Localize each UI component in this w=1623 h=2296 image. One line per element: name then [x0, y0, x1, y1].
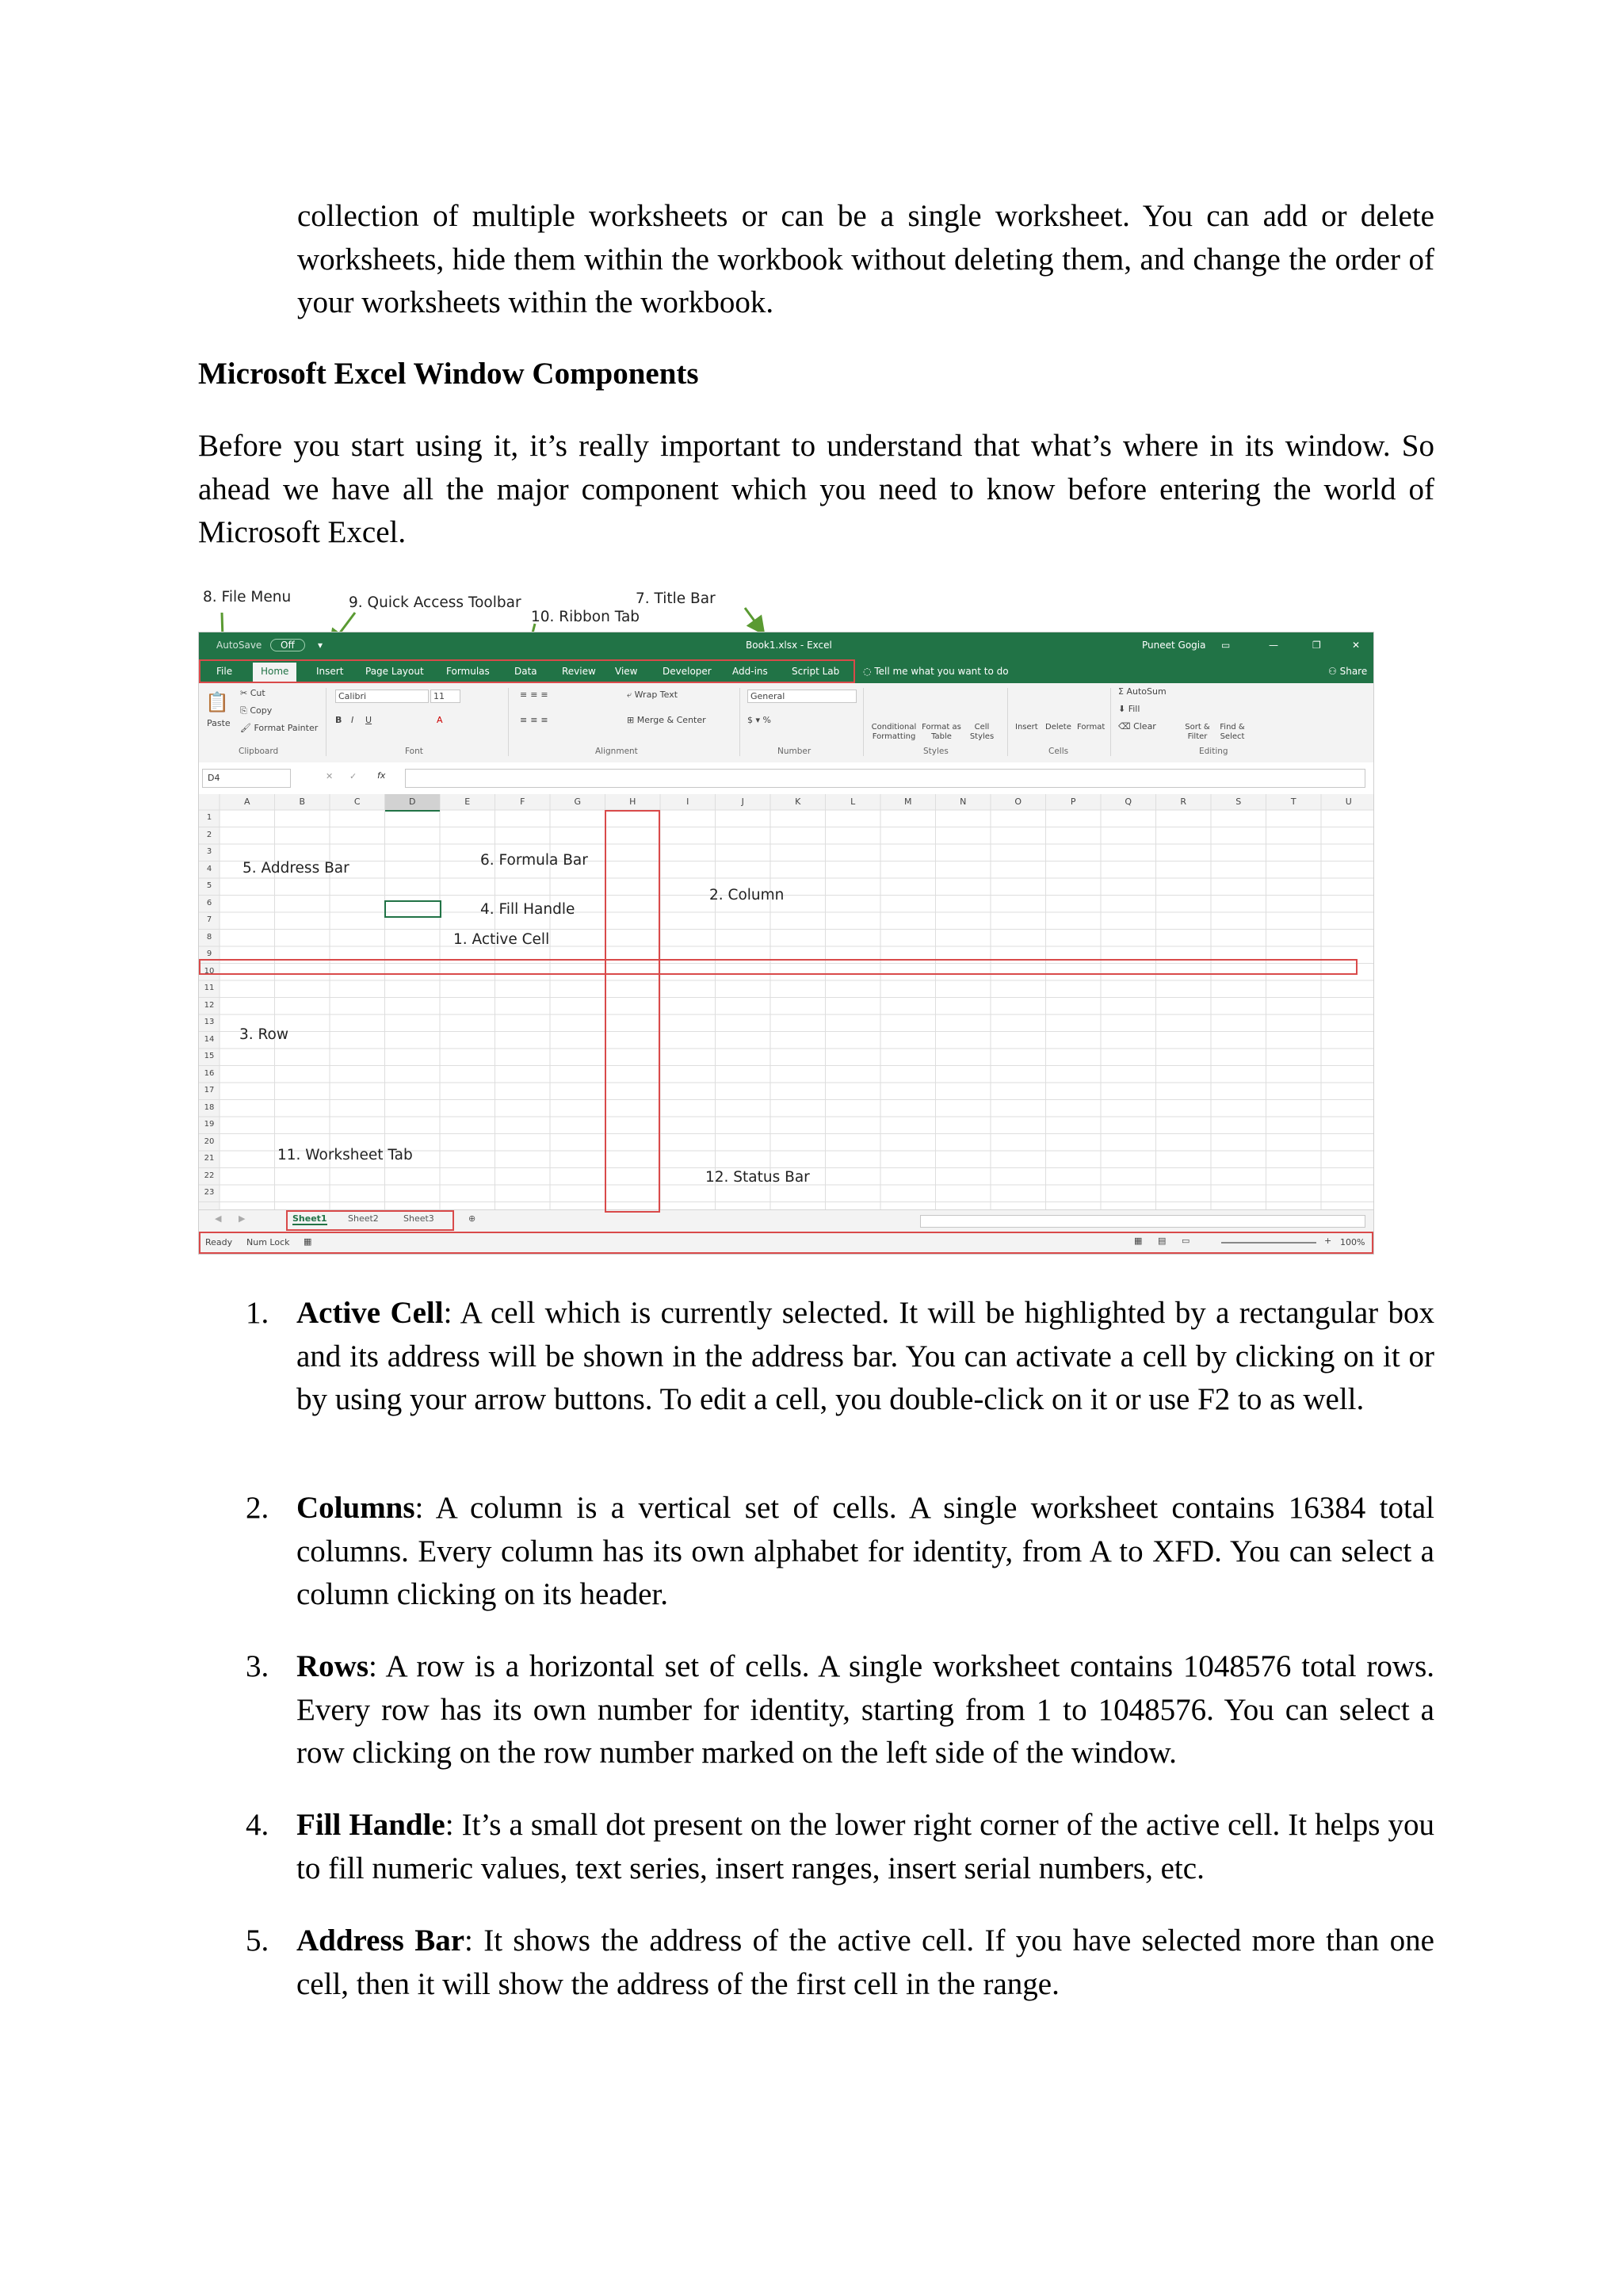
format-painter-button[interactable]: [240, 723, 318, 733]
column-header-p[interactable]: P: [1070, 797, 1076, 807]
eraser-icon: ⌫: [1118, 721, 1131, 732]
row-header-17[interactable]: 17: [204, 1086, 215, 1095]
minimize-icon[interactable]: —: [1269, 640, 1278, 651]
tell-me-text: Tell me what you want to do: [874, 666, 1009, 677]
autosum-label: AutoSum: [1126, 686, 1167, 697]
align-icons[interactable]: ≡≡≡: [520, 690, 552, 700]
zoom-level[interactable]: 100%: [1340, 1237, 1365, 1247]
list-text: : It’s a small dot present on the lower right corner of the active cell. It helps you to fill numeric values, text series, insert ranges, insert serial numbers, etc.: [296, 1808, 1434, 1885]
list-term: Address Bar: [296, 1924, 465, 1958]
annotation-file-menu: 8. File Menu: [203, 589, 292, 606]
tab-formulas[interactable]: Formulas: [446, 666, 490, 677]
column-header-j[interactable]: J: [741, 797, 744, 807]
ribbon: [199, 683, 1373, 763]
row-header-3[interactable]: 3: [206, 847, 212, 856]
editing-group-label: Editing: [1199, 747, 1228, 756]
column-header-d[interactable]: D: [385, 794, 441, 812]
scissors-icon: ✂: [240, 688, 248, 698]
tab-data[interactable]: Data: [514, 666, 537, 677]
sheet-tab-2[interactable]: Sheet2: [348, 1213, 379, 1224]
font-color-icon[interactable]: A: [437, 715, 443, 725]
list-item: [246, 1920, 1434, 2011]
find-select-button[interactable]: Find & Select: [1220, 723, 1245, 741]
row-header-5[interactable]: 5: [206, 881, 212, 890]
conditional-formatting-button[interactable]: Conditional Formatting: [871, 723, 917, 741]
column-header-e[interactable]: E: [464, 797, 471, 807]
fill-label: Fill: [1128, 704, 1140, 714]
sheet-tab-3[interactable]: Sheet3: [403, 1213, 434, 1224]
tab-review[interactable]: Review: [562, 666, 596, 677]
list-text: : It shows the address of the active cell. If you have selected more than one cell, then it will show the address of the first cell in the range.: [296, 1924, 1434, 2001]
window-title: Book1.xlsx - Excel: [746, 640, 832, 651]
column-header-u[interactable]: U: [1345, 797, 1352, 807]
paste-label: Paste: [207, 718, 231, 728]
copy-button[interactable]: [240, 705, 272, 716]
share-button[interactable]: [1328, 666, 1367, 677]
tell-me-search[interactable]: [863, 666, 1009, 677]
intro-paragraph: collection of multiple worksheets or can be a single worksheet. You can add or delete worksheets, hide them within the workbook without deleting them, and change the order of your worksheets within the workbook.: [297, 199, 1434, 319]
list-body: [296, 1920, 1434, 2006]
annotation-quick-access: 9. Quick Access Toolbar: [349, 594, 521, 611]
quick-access-more-icon[interactable]: ▾: [318, 640, 323, 651]
copy-icon: ⎘: [240, 705, 247, 716]
list-body: [296, 1487, 1434, 1617]
list-number: 4.: [246, 1808, 269, 1842]
separator: [508, 688, 509, 756]
section-intro: Before you start using it, it’s really important to understand that what’s where in its window. So ahead we have all the major component which you need to know before entering the world of Microsoft Excel.: [198, 429, 1434, 549]
merge-center-label: Merge & Center: [636, 715, 706, 725]
column-header-c[interactable]: C: [353, 797, 361, 807]
column-header-h[interactable]: H: [629, 797, 636, 807]
row-header-14[interactable]: 14: [204, 1034, 215, 1044]
wrap-icon: ⤶: [627, 690, 632, 700]
restore-icon[interactable]: ❐: [1312, 640, 1321, 651]
annotation-row: 3. Row: [239, 1026, 289, 1043]
macro-record-icon[interactable]: ▦: [304, 1236, 312, 1247]
cut-button[interactable]: [240, 688, 265, 698]
list-number: 1.: [246, 1296, 269, 1330]
view-page-break-icon[interactable]: ▭: [1182, 1236, 1190, 1246]
row-header-8[interactable]: 8: [206, 932, 212, 942]
close-icon[interactable]: ✕: [1352, 640, 1361, 651]
column-header-m[interactable]: M: [904, 797, 912, 807]
annotation-worksheet-tab: 11. Worksheet Tab: [277, 1147, 413, 1163]
annotation-address-bar: 5. Address Bar: [242, 860, 349, 877]
section-heading: Microsoft Excel Window Components: [198, 357, 699, 391]
list-item: [246, 1292, 1434, 1466]
status-ready: Ready: [205, 1237, 233, 1247]
horizontal-scrollbar[interactable]: [920, 1215, 1365, 1228]
list-term: Rows: [296, 1649, 369, 1683]
align-icons[interactable]: ≡≡≡: [520, 715, 552, 725]
italic-button[interactable]: I: [351, 715, 354, 725]
sort-filter-button[interactable]: Sort & Filter: [1185, 723, 1210, 741]
formula-input[interactable]: [405, 769, 1365, 788]
alignment-group-label: Alignment: [595, 747, 638, 756]
column-header-k[interactable]: K: [795, 797, 801, 807]
list-text: : A column is a vertical set of cells. A single worksheet contains 16384 total columns. Every column has its own alphabet for identity, from A to XFD. You can select a column clicking on its header.: [296, 1491, 1434, 1611]
tab-add-ins[interactable]: Add-ins: [732, 666, 768, 677]
name-box-value: D4: [208, 773, 220, 783]
share-label: Share: [1339, 666, 1368, 677]
row-header-21[interactable]: 21: [204, 1154, 215, 1163]
separator: [1110, 688, 1111, 756]
column-header-n[interactable]: N: [960, 797, 967, 807]
bold-button[interactable]: B: [335, 715, 342, 725]
format-as-table-button[interactable]: Format as Table: [922, 723, 961, 741]
clipboard-group-label: Clipboard: [239, 747, 279, 756]
annotation-status-bar: 12. Status Bar: [705, 1169, 810, 1186]
sheet-tab-1[interactable]: Sheet1: [292, 1213, 327, 1224]
list-item: [246, 1645, 1434, 1780]
font-group-label: Font: [405, 747, 423, 756]
tab-home[interactable]: Home: [253, 663, 296, 682]
row-header-13[interactable]: 13: [204, 1018, 215, 1026]
row-header-1[interactable]: 1: [206, 813, 212, 822]
column-header-a[interactable]: A: [243, 797, 250, 807]
tab-developer[interactable]: Developer: [663, 666, 712, 677]
list-body: [296, 1804, 1434, 1890]
insert-cells-button[interactable]: Insert: [1015, 723, 1038, 732]
row-header-20[interactable]: 20: [204, 1137, 215, 1146]
ribbon-display-icon[interactable]: ▭: [1221, 640, 1231, 651]
number-format-select[interactable]: General: [747, 690, 857, 703]
row-header-2[interactable]: 2: [206, 830, 212, 839]
column-header-l[interactable]: L: [850, 797, 856, 807]
list-text: : A cell which is currently selected. It will be highlighted by a rectangular box and its address will be shown in the address bar. You can activate a cell by clicking on it or by using your arrow buttons. To edit a cell, you double-click on it or use F2 to as well.: [296, 1296, 1434, 1416]
copy-label: Copy: [250, 705, 273, 716]
separator: [326, 688, 327, 756]
wrap-text-label: Wrap Text: [634, 690, 678, 700]
row-header-7[interactable]: 7: [206, 915, 212, 924]
number-group-label: Number: [777, 747, 812, 756]
lightbulb-icon: ◌: [863, 666, 872, 677]
formula-bar: [199, 762, 1373, 795]
currency-icon[interactable]: $ ▾ %: [747, 715, 771, 725]
column-header-s[interactable]: S: [1235, 797, 1242, 807]
list-item: [246, 1487, 1434, 1622]
list-term: Fill Handle: [296, 1808, 445, 1842]
annotation-fill-handle: 4. Fill Handle: [480, 901, 575, 918]
underline-button[interactable]: U: [365, 715, 372, 725]
wrap-text-button[interactable]: [627, 690, 678, 701]
column-header-r[interactable]: R: [1180, 797, 1187, 807]
annotation-active-cell: 1. Active Cell: [453, 931, 550, 948]
styles-group-label: Styles: [923, 747, 949, 756]
annotation-column: 2. Column: [709, 887, 785, 904]
cancel-icon[interactable]: ✕: [326, 771, 334, 781]
font-size-select[interactable]: 11: [430, 690, 460, 703]
row-header-10[interactable]: 10: [204, 966, 215, 976]
title-bar: [199, 632, 1373, 659]
ribbon-tabs: [199, 659, 1373, 683]
zoom-in-icon[interactable]: +: [1324, 1236, 1332, 1246]
tab-insert[interactable]: Insert: [316, 666, 344, 677]
column-header-f[interactable]: F: [520, 797, 525, 807]
fill-button[interactable]: [1118, 704, 1140, 714]
paste-button[interactable]: 📋: [205, 691, 229, 713]
view-normal-icon[interactable]: ▦: [1134, 1236, 1143, 1246]
format-cells-button[interactable]: Format: [1077, 723, 1106, 732]
list-term: Active Cell: [296, 1296, 444, 1330]
row-header-22[interactable]: 22: [204, 1171, 215, 1180]
delete-cells-button[interactable]: Delete: [1045, 723, 1071, 732]
list-number: 2.: [246, 1491, 269, 1525]
status-bar: [199, 1232, 1373, 1254]
row-header-12[interactable]: 12: [204, 1000, 215, 1010]
autosave-toggle[interactable]: Off: [270, 639, 305, 651]
column-header-g[interactable]: G: [574, 797, 582, 807]
row-header-11[interactable]: 11: [204, 984, 215, 992]
list-item: [246, 1804, 1434, 1895]
cells-group-label: Cells: [1048, 747, 1069, 756]
list-text: : A row is a horizontal set of cells. A single worksheet contains 1048576 total rows. Every row has its own number for identity, starting from 1 to 1048576. You can select a row clicking on the row number marked on the left side of the window.: [296, 1649, 1434, 1770]
row-header-23[interactable]: 23: [204, 1188, 215, 1197]
enter-icon[interactable]: ✓: [349, 771, 357, 781]
annotation-title-bar: 7. Title Bar: [636, 590, 716, 607]
name-box[interactable]: [202, 769, 291, 788]
row-header-6[interactable]: 6: [206, 898, 212, 907]
sheet-nav-right-icon[interactable]: ▶: [239, 1213, 246, 1224]
function-icon[interactable]: fx: [377, 770, 386, 781]
separator: [739, 688, 740, 756]
sheet-nav-left-icon[interactable]: ◀: [215, 1213, 222, 1224]
annotation-formula-bar: 6. Formula Bar: [480, 852, 588, 869]
row-header-4[interactable]: 4: [206, 864, 212, 873]
separator: [863, 688, 864, 756]
tab-page-layout[interactable]: Page Layout: [365, 666, 424, 677]
add-sheet-icon[interactable]: ⊕: [468, 1213, 476, 1224]
merge-center-button[interactable]: [627, 715, 706, 725]
autosum-button[interactable]: [1118, 686, 1167, 697]
column-header-i[interactable]: I: [686, 797, 689, 807]
column-header-o[interactable]: O: [1014, 797, 1022, 807]
clear-label: Clear: [1133, 721, 1156, 732]
sigma-icon: Σ: [1118, 686, 1124, 697]
merge-icon: ⊞: [627, 715, 635, 725]
row-header-19[interactable]: 19: [204, 1120, 215, 1129]
sheet-tabs-bar: [199, 1209, 1373, 1232]
format-painter-label: Format Painter: [254, 723, 319, 733]
tab-script-lab[interactable]: Script Lab: [792, 666, 840, 677]
row-header-18[interactable]: 18: [204, 1102, 215, 1112]
tab-file[interactable]: File: [216, 666, 233, 677]
clear-button[interactable]: [1118, 721, 1156, 732]
cell-styles-button[interactable]: Cell Styles: [969, 723, 995, 741]
cut-label: Cut: [250, 688, 265, 698]
row-header-9[interactable]: 9: [206, 949, 212, 958]
annotation-ribbon-tab: 10. Ribbon Tab: [531, 609, 640, 625]
user-name[interactable]: Puneet Gogia: [1142, 640, 1206, 651]
list-body: [296, 1292, 1434, 1422]
list-number: 5.: [246, 1924, 269, 1958]
separator: [1007, 688, 1008, 756]
status-numlock: Num Lock: [246, 1237, 290, 1247]
row-header-15[interactable]: 15: [204, 1052, 215, 1060]
zoom-slider[interactable]: [1221, 1242, 1316, 1244]
tab-view[interactable]: View: [615, 666, 638, 677]
autosave-label: AutoSave: [216, 640, 262, 651]
list-body: [296, 1645, 1434, 1775]
fill-icon: ⬇: [1118, 704, 1126, 714]
font-name-select[interactable]: Calibri: [335, 690, 429, 703]
column-header-q[interactable]: Q: [1125, 797, 1132, 807]
brush-icon: 🖌: [240, 723, 251, 733]
column-header-b[interactable]: B: [299, 797, 306, 807]
view-page-layout-icon[interactable]: ▤: [1158, 1236, 1167, 1246]
list-number: 3.: [246, 1649, 269, 1683]
row-header-16[interactable]: 16: [204, 1068, 215, 1078]
excel-window-figure: [198, 583, 1379, 1260]
person-icon: ⚇: [1328, 666, 1337, 677]
list-term: Columns: [296, 1491, 415, 1525]
column-header-t[interactable]: T: [1290, 797, 1296, 807]
